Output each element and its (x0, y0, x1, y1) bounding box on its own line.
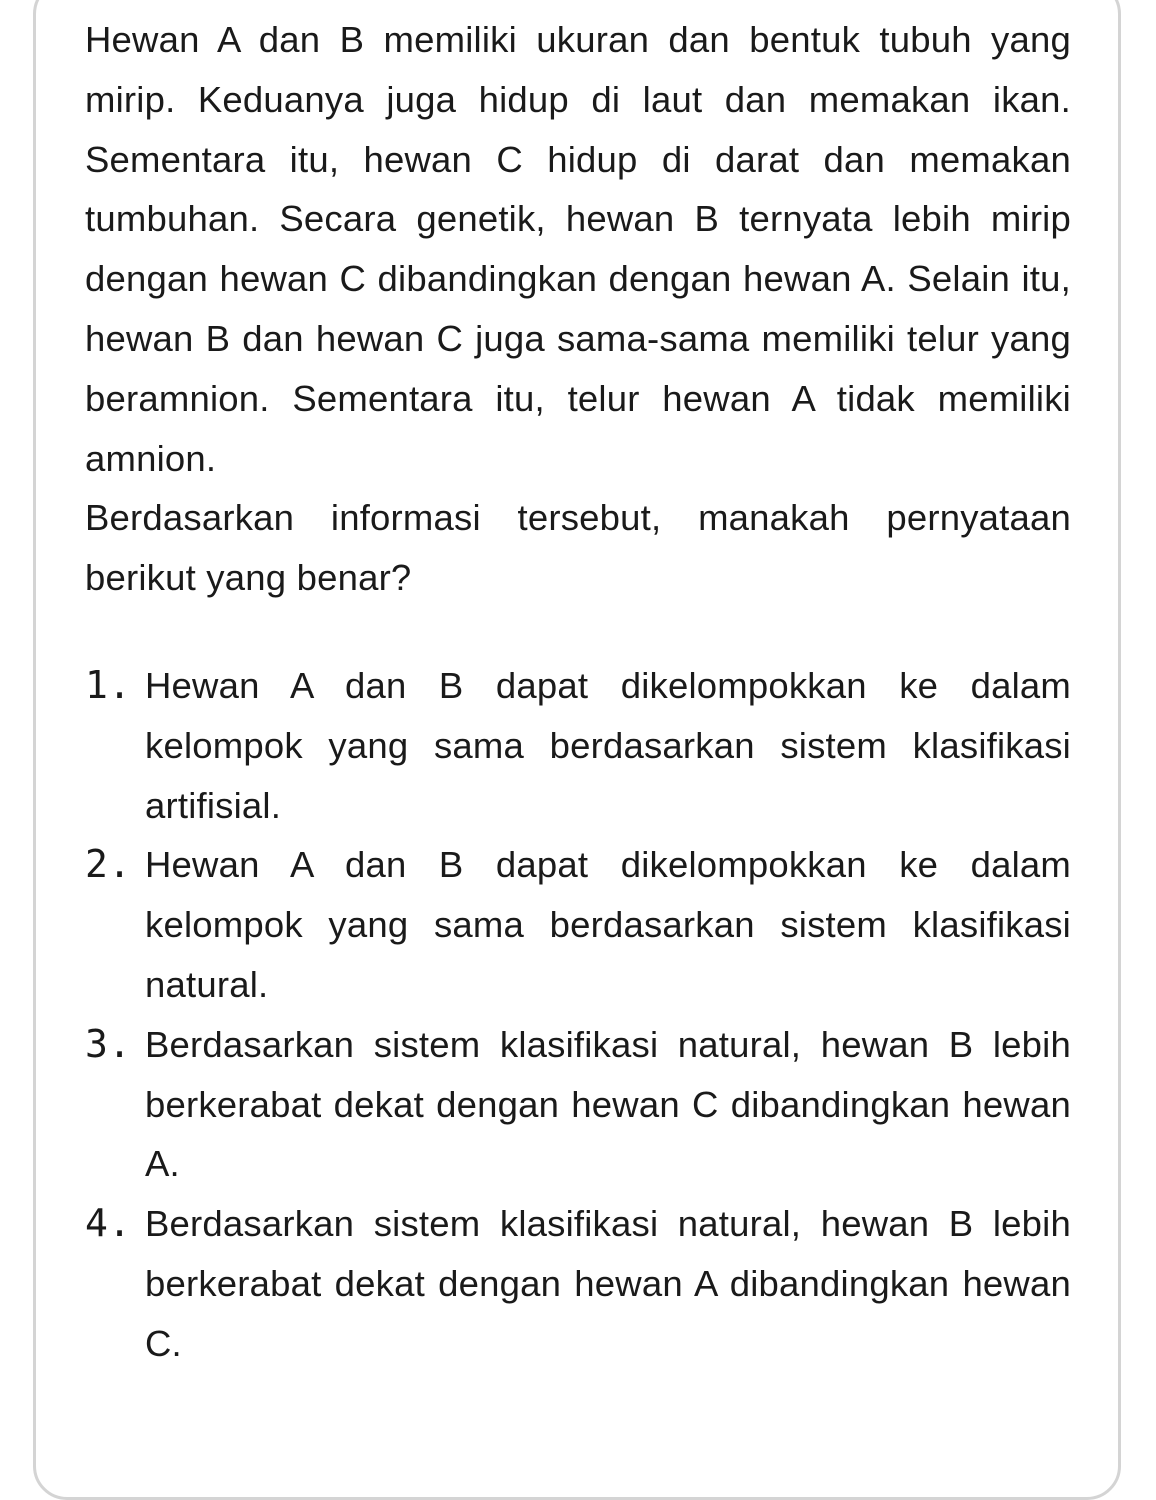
question-prompt: Berdasarkan informasi tersebut, manakah pernyataan berikut yang benar? (85, 497, 1071, 599)
option-number: 2. (85, 842, 132, 887)
option-text: Hewan A dan B dapat dikelompokkan ke dalam kelompok yang sama berdasarkan sistem klasifikasi artifisial. (145, 664, 1071, 826)
option-number: 3. (85, 1021, 132, 1066)
option-number: 4. (85, 1201, 132, 1246)
question-content (85, 10, 1071, 1374)
option-1[interactable] (85, 656, 1071, 835)
option-text: Berdasarkan sistem klasifikasi natural, hewan B lebih berkerabat dekat dengan hewan A dibandingkan hewan C. (145, 1203, 1071, 1364)
option-text: Berdasarkan sistem klasifikasi natural, hewan B lebih berkerabat dekat dengan hewan C dibandingkan hewan A. (145, 1023, 1071, 1185)
answer-options-list (85, 656, 1071, 1374)
option-4[interactable] (85, 1194, 1071, 1373)
option-number: 1. (85, 662, 132, 707)
option-3[interactable] (85, 1015, 1071, 1194)
question-stem: Hewan A dan B memiliki ukuran dan bentuk tubuh yang mirip. Keduanya juga hidup di laut dan memakan ikan. Sementara itu, hewan C hidup di darat dan memakan tumbuhan. Secara genetik, hewan B ternyata lebih mirip dengan hewan C dibandingkan dengan hewan A. Selain itu, hewan B dan hewan C juga sama-sama memiliki telur yang beramnion. Sementara itu, telur hewan A tidak memiliki amnion. (85, 19, 1071, 479)
option-2[interactable] (85, 835, 1071, 1014)
option-text: Hewan A dan B dapat dikelompokkan ke dalam kelompok yang sama berdasarkan sistem klasifikasi natural. (145, 844, 1071, 1005)
